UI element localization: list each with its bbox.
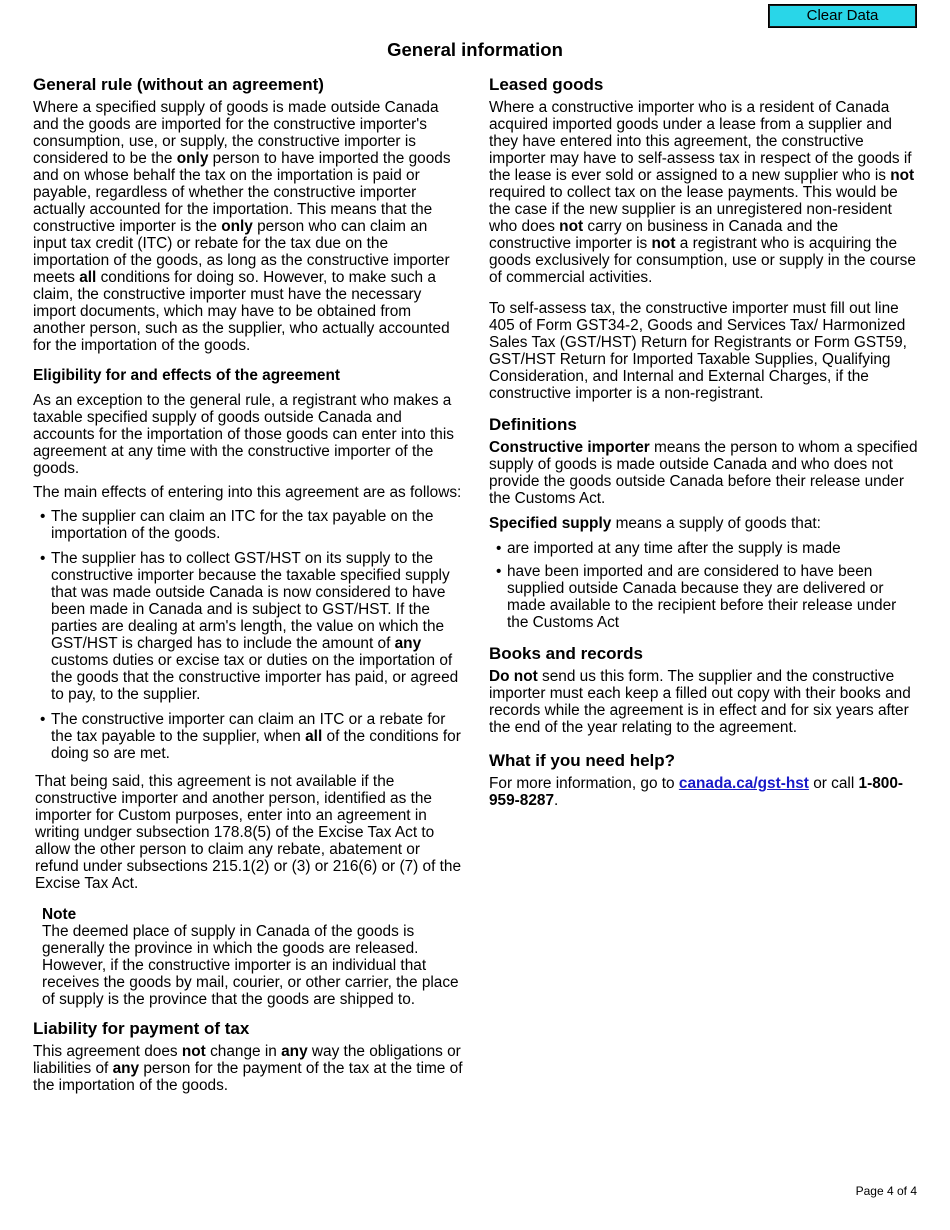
eligibility-heading: Eligibility for and effects of the agreement xyxy=(33,367,341,384)
general-rule-heading: General rule (without an agreement) xyxy=(33,75,324,94)
note-text: The deemed place of supply in Canada of the goods is generally the province in which the goods are released. However, if the constructive importer is an individual that receives the goods by mail, courier, or other carrier, the place of supply is the province that the goods are shipped to. xyxy=(42,923,459,1008)
constructive-importer-definition: Constructive importer means the person to whom a specified supply of goods is made outside Canada and who does not provide the goods outside Canada before their release under the Customs Act. xyxy=(489,439,918,507)
liability-text: This agreement does not change in any way the obligations or liabilities of any person for the payment of the tax at the time of the importation of the goods. xyxy=(33,1043,463,1094)
list-item: • have been imported and are considered to have been supplied outside Canada because they are delivered or made available to the recipient before their release under the Customs Act xyxy=(489,563,921,631)
definitions-heading: Definitions xyxy=(489,415,577,434)
liability-heading: Liability for payment of tax xyxy=(33,1019,250,1038)
list-item: • The constructive importer can claim an ITC or a rebate for the tax payable to the supplier, when all of the conditions for doing so are met. xyxy=(33,711,463,762)
list-item: • The supplier has to collect GST/HST on its supply to the constructive importer because the taxable specified supply that was made outside Canada is now considered to have been made in Canada and is subject to GST/HST. If the parties are dealing at arm's length, the value on which the GST/HST is charged has to include the amount of any customs duties or excise tax or duties on the importation of the goods that the constructive importer has paid, or agreed to pay, to the supplier. xyxy=(33,550,463,703)
left-column xyxy=(33,74,463,1094)
gst-hst-link[interactable]: canada.ca/gst-hst xyxy=(678,775,809,792)
right-column xyxy=(489,74,921,809)
phone-number: 1-800-959-8287 xyxy=(489,775,904,809)
specified-supply-list xyxy=(489,540,921,631)
agreement-exception-text: That being said, this agreement is not available if the constructive importer and another person, identified as the importer for Custom purposes, enter into an agreement in writing undger subsection 178.8(5) of the Excise Tax Act to allow the other person to claim any rebate, abatement or refund under subsections 215.1(2) or (3) or 216(6) or (7) of the Excise Tax Act. xyxy=(35,773,462,892)
help-text: For more information, go to canada.ca/gst-hst or call 1-800-959-8287. xyxy=(489,775,904,809)
clear-data-button[interactable]: Clear Data xyxy=(768,4,917,28)
list-item: • are imported at any time after the supply is made xyxy=(489,540,921,557)
books-records-heading: Books and records xyxy=(489,644,643,663)
self-assess-text: To self-assess tax, the constructive importer must fill out line 405 of Form GST34-2, Goods and Services Tax/ Harmonized Sales Tax (GST/HST) Return for Registrants or Form GST59, GST/HST Return for Imported Taxable Supplies, Qualifying Consideration, and Internal and External Charges, if the constructive importer is a non-registrant. xyxy=(489,300,907,402)
leased-goods-heading: Leased goods xyxy=(489,75,604,94)
leased-goods-text: Where a constructive importer who is a resident of Canada acquired imported goods under a lease from a supplier and they have entered into this agreement, the constructive importer may have to self-assess tax in respect of the goods if the lease is ever sold or assigned to a new supplier who is not required to collect tax on the lease payments. This would be the case if the new supplier is an unregistered non-resident who does not carry on business in Canada and the constructive importer is not a registrant who is acquiring the goods exclusively for consumption, use or supply in the course of commercial activities. xyxy=(489,99,916,286)
effects-list xyxy=(33,508,463,762)
general-rule-text: Where a specified supply of goods is made outside Canada and the goods are imported for the constructive importer's consumption, use, or supply, the constructive importer is considered to be the only person to have imported the goods and on whose behalf the tax on the importation is paid or payable, regardless of whether the constructive importer actually accounted for the importation. This means that the constructive importer is the only person who can claim an input tax credit (ITC) or rebate for the tax due on the importation of the goods, as long as the constructive importer meets all conditions for doing so. However, to make such a claim, the constructive importer must have the necessary import documents, which may have to be obtained from another person, such as the supplier, who actually accounted for the importation of the goods. xyxy=(33,99,451,354)
note-box xyxy=(33,906,463,1008)
help-heading: What if you need help? xyxy=(489,751,676,770)
specified-supply-definition: Specified supply means a supply of goods that: xyxy=(489,515,821,532)
eligibility-text: As an exception to the general rule, a registrant who makes a taxable specified supply of goods outside Canada and accounts for the importation of those goods can enter into this agreement at any time with the constructive importer of the goods. xyxy=(33,392,454,477)
page-number: Page 4 of 4 xyxy=(855,1184,917,1198)
note-heading: Note xyxy=(42,906,77,923)
books-records-text: Do not send us this form. The supplier and the constructive importer must each keep a filled out copy with their books and records while the agreement is in effect and for six years after the end of the year relating to the agreement. xyxy=(489,668,911,736)
page-title: General information xyxy=(387,39,563,60)
list-item: • The supplier can claim an ITC for the tax payable on the importation of the goods. xyxy=(33,508,463,542)
main-effects-intro: The main effects of entering into this agreement are as follows: xyxy=(33,484,462,501)
